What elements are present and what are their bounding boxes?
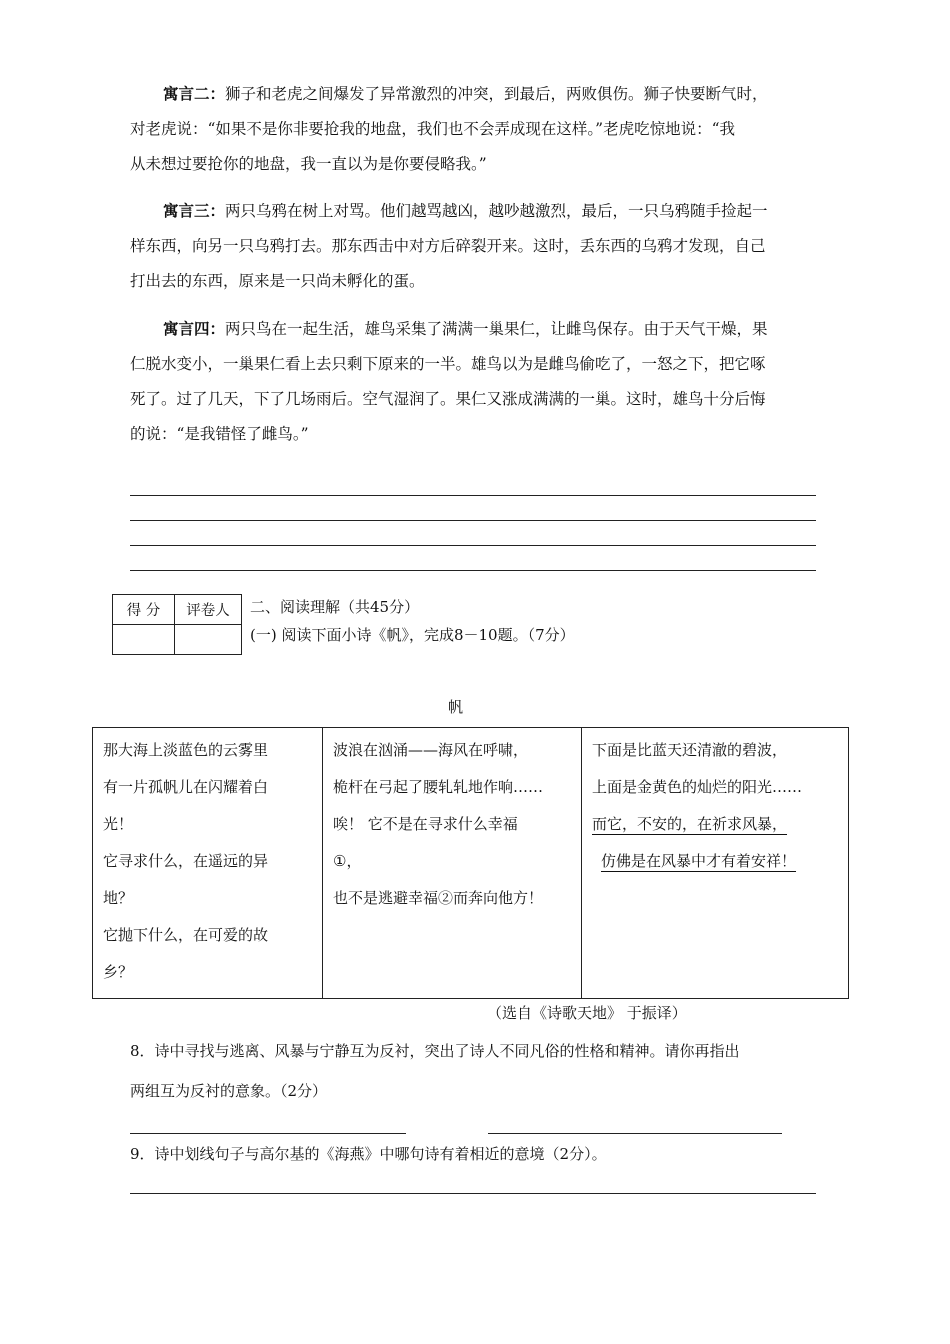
fable-4-line-2: 仁脱水变小，一巢果仁看上去只剩下原来的一半。雄鸟以为是雌鸟偷吃了，一怒之下，把它啄 (130, 355, 766, 373)
poem-line: 有一片孤帆儿在闪耀着白 (103, 778, 269, 796)
question-8-line-1: 8．诗中寻找与逃离、风暴与宁静互为反衬，突出了诗人不同凡俗的性格和精神。请你再指出 (130, 1042, 740, 1060)
poem-underlined-line: 而它，不安的，在祈求风暴， (592, 815, 788, 833)
poem-table (92, 727, 849, 999)
grader-header: 评卷人 (175, 595, 242, 625)
fable-3-line-1: 两只乌鸦在树上对骂。他们越骂越凶，越吵越激烈，最后，一只乌鸦随手捡起一 (225, 202, 768, 220)
poem-line: 波浪在汹涌——海风在呼啸， (333, 741, 529, 759)
answer-line-2[interactable] (130, 520, 816, 521)
fable-4 (130, 311, 820, 452)
fable-3 (130, 193, 820, 299)
fable-2-line-1: 狮子和老虎之间爆发了异常激烈的冲突，到最后，两败俱伤。狮子快要断气时， (225, 85, 768, 103)
answer-line-1[interactable] (130, 495, 816, 496)
poem-line: 也不是逃避幸福②而奔向他方！ (333, 889, 544, 907)
fable-2 (130, 76, 820, 182)
answer-blank-9[interactable] (130, 1193, 816, 1194)
poem-stanza-1 (93, 728, 323, 999)
fable-4-line-4: 的说：“是我错怪了雌鸟。” (130, 425, 309, 443)
poem-line: 地？ (103, 889, 134, 907)
fable-2-label: 寓言二： (163, 84, 226, 103)
score-header: 得 分 (113, 595, 175, 625)
poem-line: 它抛下什么，在可爱的故 (103, 926, 269, 944)
poem-line: 下面是比蓝天还清澈的碧波， (592, 741, 788, 759)
poem-line: 光！ (103, 815, 134, 833)
fable-2-line-3: 从未想过要抢你的地盘，我一直以为是你要侵略我。” (130, 155, 487, 173)
fable-3-line-2: 样东西，向另一只乌鸦打去。那东西击中对方后碎裂开来。这时，丢东西的乌鸦才发现，自己 (130, 237, 766, 255)
question-9: 9．诗中划线句子与高尔基的《海燕》中哪句诗有着相近的意境（2分）。 (130, 1145, 607, 1163)
fable-2-line-2: 对老虎说：“如果不是你非要抢我的地盘，我们也不会弄成现在这样。”老虎吃惊地说：“我 (130, 120, 736, 138)
fable-4-label: 寓言四： (163, 319, 226, 338)
poem-line: ①， (333, 852, 362, 870)
fable-4-line-3: 死了。过了几天，下了几场雨后。空气湿润了。果仁又涨成满满的一巢。这时，雄鸟十分后悔 (130, 390, 766, 408)
answer-line-4[interactable] (130, 570, 816, 571)
score-cell[interactable] (113, 625, 175, 655)
score-table (112, 594, 242, 655)
poem-stanza-2 (323, 728, 582, 999)
fable-4-line-1: 两只鸟在一起生活，雄鸟采集了满满一巢果仁，让雌鸟保存。由于天气干燥，果 (225, 320, 768, 338)
grader-cell[interactable] (175, 625, 242, 655)
poem-line: 乡？ (103, 963, 134, 981)
poem-underlined-line: 仿佛是在风暴中才有着安祥！ (601, 852, 797, 870)
poem-line: 那大海上淡蓝色的云雾里 (103, 741, 269, 759)
section-subtitle: (一) 阅读下面小诗《帆》，完成8－10题。（7分） (250, 626, 575, 644)
answer-blank-8a[interactable] (130, 1133, 406, 1134)
poem-line: 它寻求什么，在遥远的异 (103, 852, 269, 870)
answer-blank-8b[interactable] (488, 1133, 782, 1134)
section-title: 二、阅读理解（共45分） (250, 598, 420, 616)
poem-line: 上面是金黄色的灿烂的阳光…… (592, 778, 803, 796)
answer-line-3[interactable] (130, 545, 816, 546)
question-8-line-2: 两组互为反衬的意象。（2分） (130, 1082, 328, 1100)
fable-3-label: 寓言三： (163, 201, 226, 220)
poem-line: 桅杆在弓起了腰轧轧地作响…… (333, 778, 544, 796)
poem-stanza-3 (582, 728, 849, 999)
poem-source: （选自《诗歌天地》 于振译） (487, 1004, 687, 1022)
poem-line: 唉！ 它不是在寻求什么幸福 (333, 815, 518, 833)
fable-3-line-3: 打出去的东西，原来是一只尚未孵化的蛋。 (130, 272, 425, 290)
poem-title: 帆 (448, 698, 464, 716)
